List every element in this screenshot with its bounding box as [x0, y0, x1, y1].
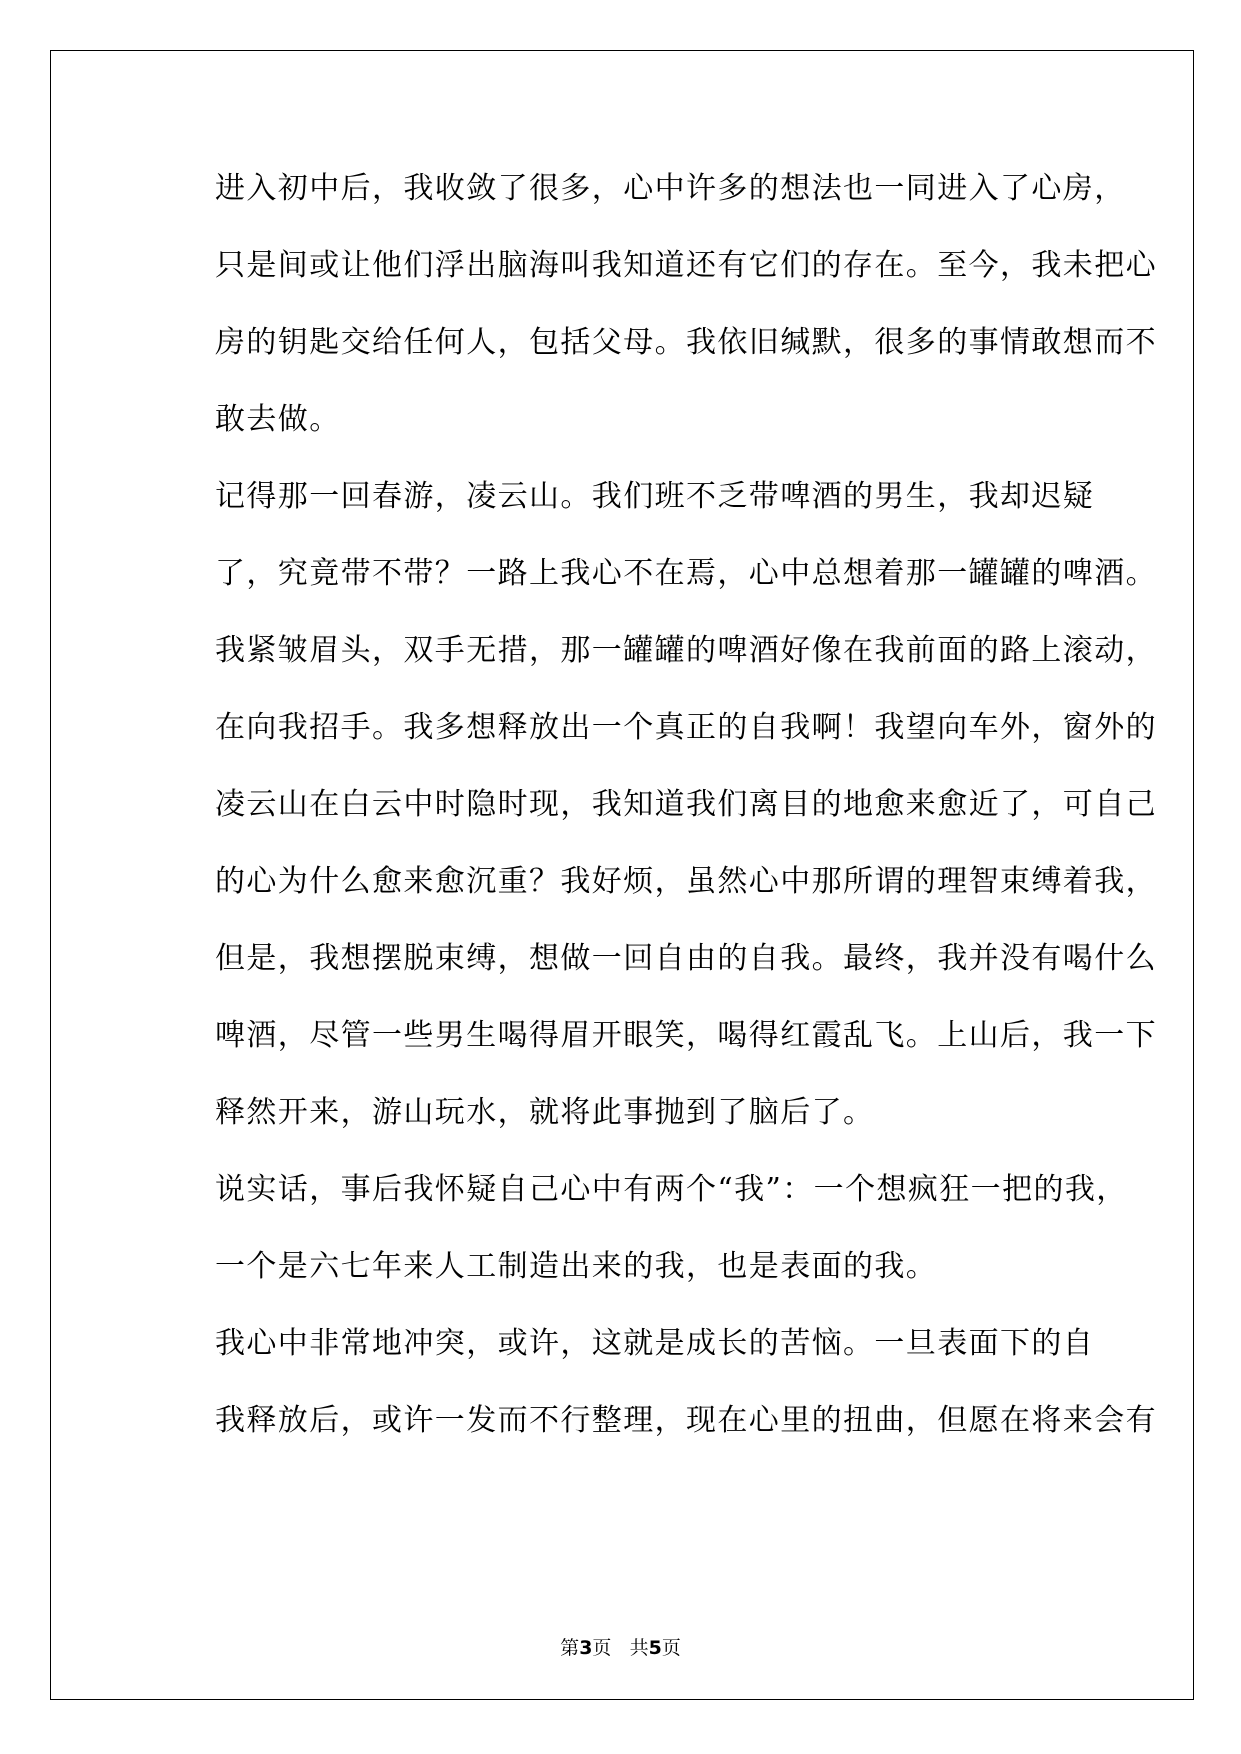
text-line: 记得那一回春游，凌云山。我们班不乏带啤酒的男生，我却迟疑	[215, 479, 1095, 514]
paragraph-3	[153, 1151, 1128, 1305]
page-word: 页	[592, 1637, 612, 1659]
document-body	[153, 150, 1157, 1459]
text-line: 的心为什么愈来愈沉重？我好烦，虽然心中那所谓的理智束缚着我，	[215, 864, 1157, 899]
text-line: 在向我招手。我多想释放出一个真正的自我啊！我望向车外，窗外的	[215, 710, 1157, 745]
text-line: 我释放后，或许一发而不行整理，现在心里的扭曲，但愿在将来会有	[215, 1403, 1157, 1438]
page-prefix: 第	[560, 1637, 580, 1659]
text-line: 敢去做。	[215, 402, 341, 437]
text-line: 我心中非常地冲突，或许，这就是成长的苦恼。一旦表面下的自	[215, 1326, 1095, 1361]
text-line: 一个是六七年来人工制造出来的我，也是表面的我。	[215, 1249, 938, 1284]
paragraph-1	[153, 150, 1157, 458]
text-line: 房的钥匙交给任何人，包括父母。我依旧缄默，很多的事情敢想而不	[215, 325, 1157, 360]
total-page-count: 5	[648, 1637, 662, 1659]
text-line: 啤酒，尽管一些男生喝得眉开眼笑，喝得红霞乱飞。上山后，我一下	[215, 1018, 1157, 1053]
text-line: 我紧皱眉头，双手无措，那一罐罐的啤酒好像在我前面的路上滚动，	[215, 633, 1157, 668]
page-footer	[0, 1633, 1241, 1660]
text-line: 但是，我想摆脱束缚，想做一回自由的自我。最终，我并没有喝什么	[215, 941, 1157, 976]
text-line: 了，究竟带不带？一路上我心不在焉，心中总想着那一罐罐的啤酒。	[215, 556, 1157, 591]
paragraph-4	[153, 1305, 1157, 1459]
total-suffix: 页	[661, 1637, 681, 1659]
current-page-number: 3	[579, 1637, 593, 1659]
text-line: 释然开来，游山玩水，就将此事抛到了脑后了。	[215, 1095, 875, 1130]
text-line: 进入初中后，我收敛了很多，心中许多的想法也一同进入了心房，	[215, 171, 1126, 206]
paragraph-2	[153, 458, 1157, 1151]
text-line: 说实话，事后我怀疑自己心中有两个“我”：一个想疯狂一把的我，	[215, 1172, 1128, 1207]
text-line: 只是间或让他们浮出脑海叫我知道还有它们的存在。至今，我未把心	[215, 248, 1157, 283]
text-line: 凌云山在白云中时隐时现，我知道我们离目的地愈来愈近了，可自己	[215, 787, 1157, 822]
total-prefix: 共	[629, 1637, 649, 1659]
